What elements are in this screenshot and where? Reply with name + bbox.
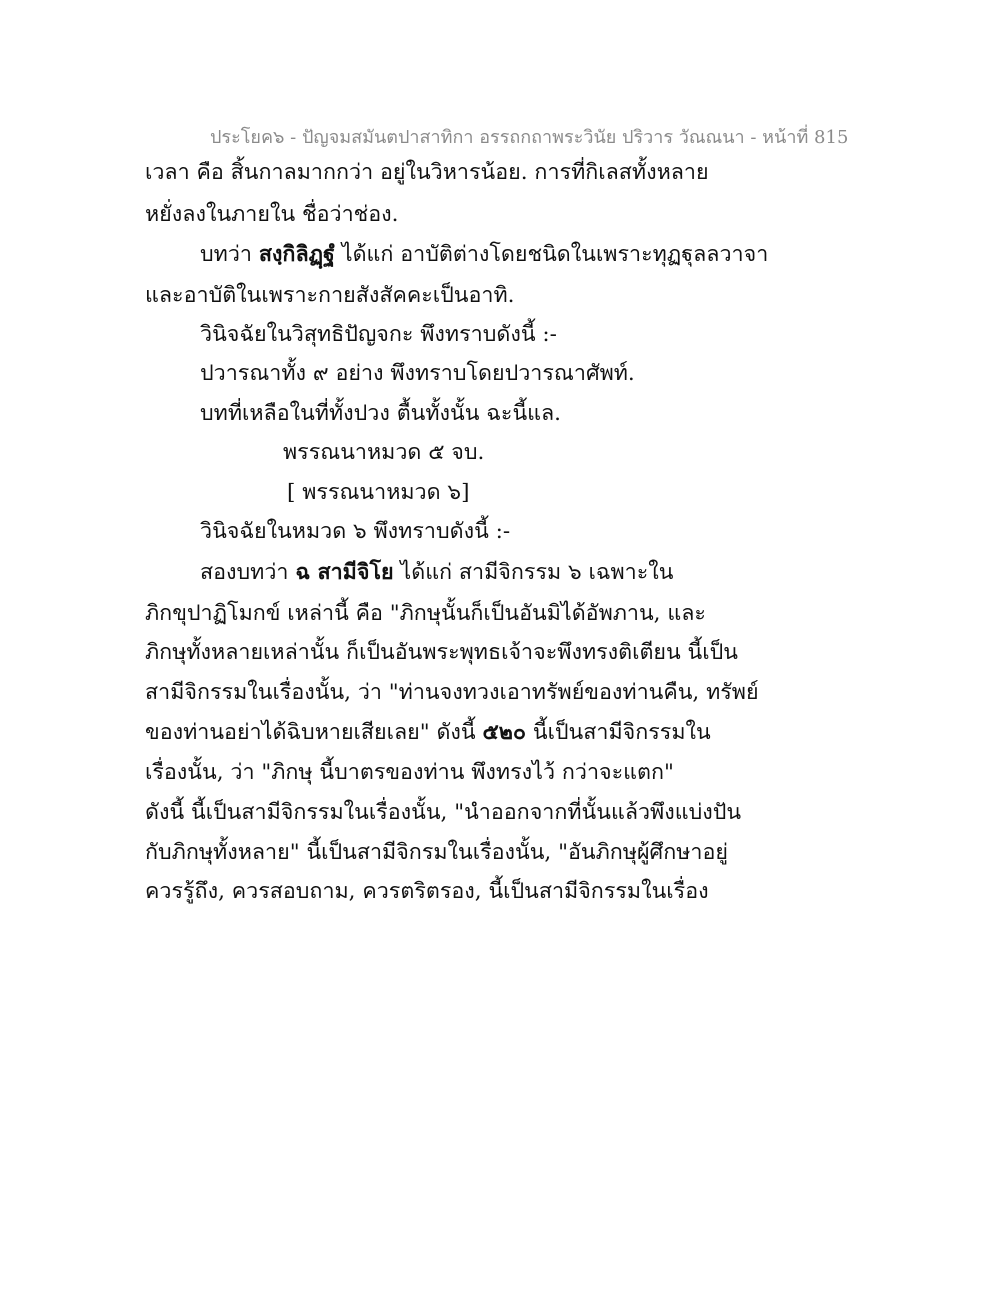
text-line-4: และอาบัติในเพราะกายสังสัคคะเป็นอาทิ. bbox=[145, 283, 515, 308]
pali-term-sangkilittham: สงฺกิลิฏฺฐํ bbox=[258, 242, 335, 267]
term-definition: ได้แก่ สามีจิกรรม ๖ เฉพาะใน bbox=[393, 560, 674, 585]
page-header: ประโยค๖ - ปัญจมสมันตปาสาทิกา อรรถกถาพระวินัย ปริวาร วัณณนา - หน้าที่ 815 bbox=[210, 127, 849, 148]
text-line-11 bbox=[200, 558, 673, 588]
pali-term-cha-samijiyo: ฉ สามีจิโย bbox=[295, 560, 394, 585]
text-line-7: บทที่เหลือในที่ทั้งปวง ตื้นทั้งนั้น ฉะนี้แล. bbox=[200, 401, 562, 426]
section-end-heading: พรรณนาหมวด ๕ จบ. bbox=[283, 440, 485, 465]
text-line-2: หยั่งลงในภายใน ชื่อว่าช่อง. bbox=[145, 202, 399, 227]
text-line-5: วินิจฉัยในวิสุทธิปัญจกะ พึงทราบดังนี้ :- bbox=[200, 322, 557, 347]
section-title: [ พรรณนาหมวด ๖] bbox=[287, 480, 470, 505]
term-definition: ได้แก่ อาบัติต่างโดยชนิดในเพราะทุฏฐุลลวาจา bbox=[334, 242, 769, 267]
text-line-18: กับภิกษุทั้งหลาย" นี้เป็นสามีจิกรมในเรื่องนั้น, "อันภิกษุผู้ศึกษาอยู่ bbox=[145, 840, 728, 865]
text-line-14: สามีจิกรรมในเรื่องนั้น, ว่า "ท่านจงทวงเอาทรัพย์ของท่านคืน, ทรัพย์ bbox=[145, 680, 759, 705]
text-line-13: ภิกษุทั้งหลายเหล่านั้น ก็เป็นอันพระพุทธเจ้าจะพึงทรงติเตียน นี้เป็น bbox=[145, 640, 738, 665]
text-segment: ของท่านอย่าได้ฉิบหายเสียเลย" ดังนี้ bbox=[145, 720, 483, 745]
text-line-15 bbox=[145, 718, 711, 748]
text-line-10: วินิจฉัยในหมวด ๖ พึงทราบดังนี้ :- bbox=[200, 519, 511, 544]
text-line-19: ควรรู้ถึง, ควรสอบถาม, ควรตริตรอง, นี้เป็นสามีจิกรรมในเรื่อง bbox=[145, 879, 709, 904]
term-prefix: บทว่า bbox=[200, 242, 259, 267]
text-line-3 bbox=[200, 240, 768, 270]
text-line-1: เวลา คือ สิ้นกาลมากกว่า อยู่ในวิหารน้อย. การที่กิเลสทั้งหลาย bbox=[145, 160, 709, 185]
text-line-6: ปวารณาทั้ง ๙ อย่าง พึงทราบโดยปวารณาศัพท์. bbox=[200, 361, 635, 386]
text-line-17: ดังนี้ นี้เป็นสามีจิกรรมในเรื่องนั้น, "นำออกจากที่นั้นแล้วพึงแบ่งปัน bbox=[145, 800, 742, 825]
term-prefix: สองบทว่า bbox=[200, 560, 296, 585]
footnote-number: ๕๒๐ bbox=[482, 720, 527, 745]
text-line-12: ภิกขุปาฏิโมกข์ เหล่านี้ คือ "ภิกษุนั้นก็เป็นอันมิได้อัพภาน, และ bbox=[145, 601, 706, 626]
text-segment: นี้เป็นสามีจิกรรมใน bbox=[526, 720, 711, 745]
text-line-16: เรื่องนั้น, ว่า "ภิกษุ นี้บาตรของท่าน พึงทรงไว้ กว่าจะแตก" bbox=[145, 760, 674, 785]
